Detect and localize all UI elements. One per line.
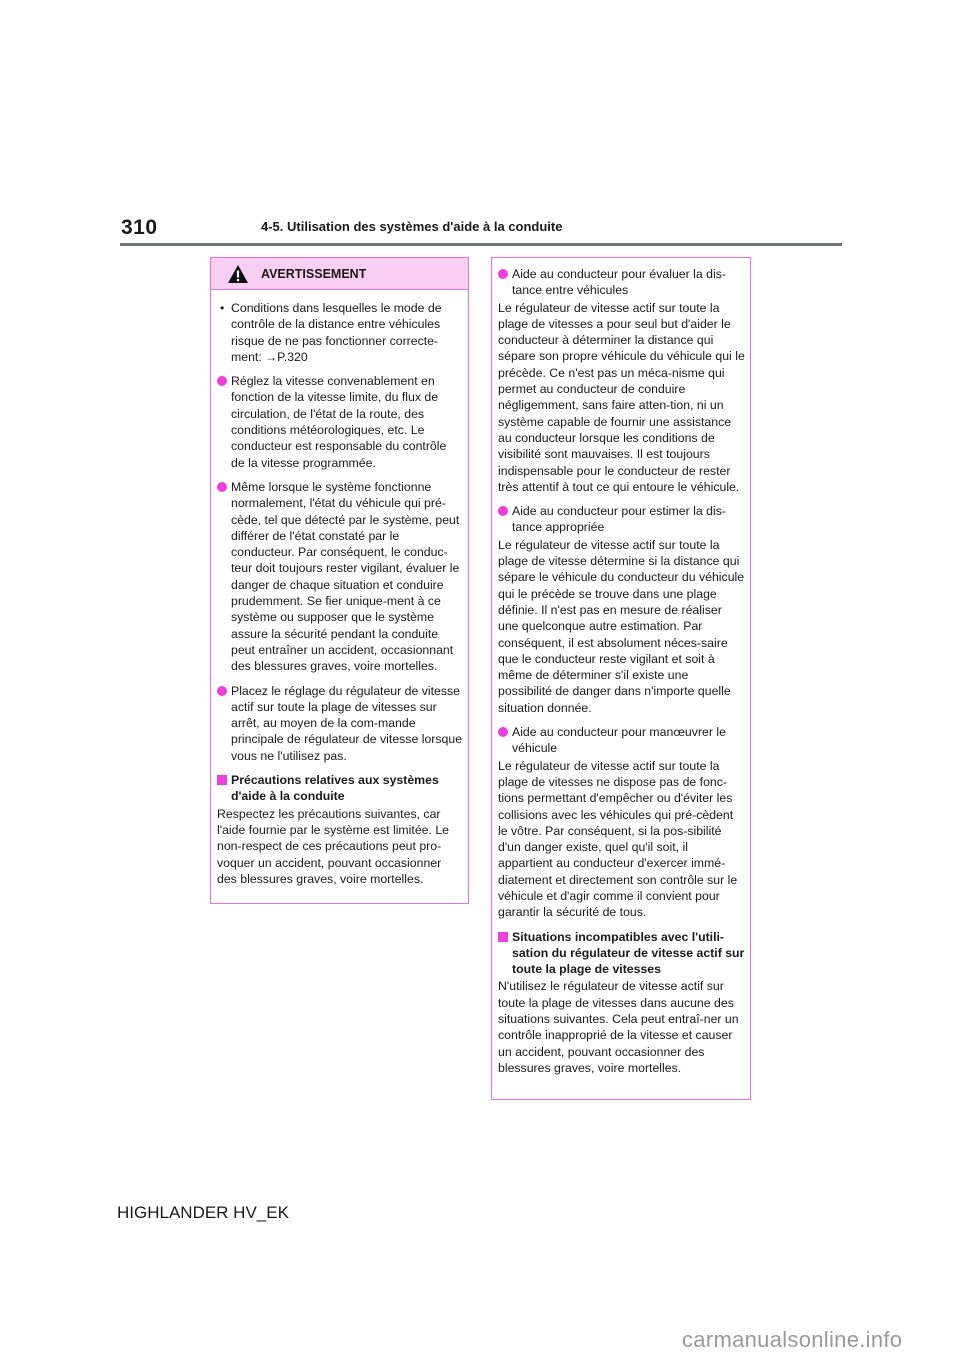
- dot-item: Aide au conducteur pour estimer la dis-tance appropriée: [498, 503, 745, 536]
- warning-header: [211, 258, 468, 290]
- warning-dot-item: Réglez la vitesse convenablement en fonction de la vitesse limite, du flux de circulation, de l'état de la route, des conditions météorologiques, etc. Le conducteur est responsable du contrôle de la vitesse programmée.: [217, 373, 463, 471]
- subsection-heading: Précautions relatives aux systèmes d'aide à la conduite: [217, 772, 463, 805]
- magenta-square-icon: [498, 932, 508, 942]
- arrow-right-icon: →: [265, 349, 278, 364]
- body-paragraph: N'utilisez le régulateur de vitesse actif sur toute la plage de vitesses dans aucune des situations suivantes. Cela peut entraî-ner un contrôle inapproprié de la vitesse et causer un accident, pouvant occasionner des blessures graves, voire mortelles.: [498, 979, 739, 1075]
- bullet-icon: •: [220, 301, 225, 315]
- subsection-heading: Situations incompatibles avec l'utili-sation du régulateur de vitesse actif sur toute la plage de vitesses: [498, 929, 745, 978]
- magenta-dot-icon: [498, 506, 508, 516]
- warning-triangle-icon: [227, 264, 249, 284]
- warning-dot-item: Placez le réglage du régulateur de vitesse actif sur toute la plage de vitesses sur arrêt, au moyen de la com-mande principale de régulateur de vitesse lorsque vous ne l'utilisez pas.: [217, 683, 463, 764]
- body-paragraph: Le régulateur de vitesse actif sur toute la plage de vitesse détermine si la distance qui sépare le véhicule du conducteur du véhicule qui le précède se trouve dans une plage définie. Il n'est pas en mesure de réaliser une quelconque autre estimation. Par conséquent, il est absolument néces-saire que le conducteur reste vigilant et soit à même de déterminer s'il existe une possibilité de danger dans n'importe quelle situation donnée.: [498, 537, 745, 715]
- magenta-dot-icon: [498, 727, 508, 737]
- page-number: 310: [121, 216, 158, 239]
- page-reference-link[interactable]: P.320: [277, 349, 308, 364]
- section-title: 4-5. Utilisation des systèmes d'aide à la conduite: [261, 219, 563, 234]
- warning-dot-item: Même lorsque le système fonctionne normalement, l'état du véhicule qui pré-cède, tel que détecté par le système, peut différer de l'état constaté par le conducteur. Par conséquent, le conduc-teur doit toujours rester vigilant, évaluer le danger de chaque situation et conduire prudemment. Se fier unique-ment à ce système ou supposer que le système assure la sécurité pendant la conduite peut entraîner un accident, occasionnant des blessures graves, voire mortelles.: [217, 479, 463, 675]
- magenta-dot-icon: [498, 269, 508, 279]
- watermark: carmanualsonline.info: [682, 1327, 903, 1352]
- body-paragraph: Le régulateur de vitesse actif sur toute la plage de vitesses a pour seul but d'aider le conducteur à déterminer la distance qui sépare son propre véhicule du véhicule qui le précède. Ce n'est pas un méca-nisme qui permet au conducteur de conduire négligemment, sans faire atten-tion, ni un système capable de fournir une assistance au conducteur lorsque les conditions de visibilité sont mauvaises. Il est toujours indispensable pour le conducteur de rester très attentif à tout ce qui entoure le véhicule.: [498, 300, 745, 494]
- body-paragraph: Respectez les précautions suivantes, car l'aide fournie par le système est limitée. Le non-respect de ces précautions peut pro-voquer un accident, pouvant occasionner des blessures graves, voire mortelles.: [217, 806, 450, 886]
- magenta-dot-icon: [217, 686, 227, 696]
- footer-model: HIGHLANDER HV_EK: [117, 1203, 289, 1222]
- warning-bullet-item: • Conditions dans lesquelles le mode de contrôle de la distance entre véhicules risque de ne pas fonctionner correcte-ment: →P.320: [220, 301, 442, 364]
- warning-title: AVERTISSEMENT: [261, 266, 367, 281]
- warning-continued-box: [491, 257, 751, 1100]
- warning-box: [210, 257, 469, 904]
- magenta-square-icon: [217, 775, 227, 785]
- header-divider: [120, 243, 842, 246]
- dot-item: Aide au conducteur pour manœuvrer le véhicule: [498, 724, 745, 757]
- body-paragraph: Le régulateur de vitesse actif sur toute la plage de vitesses ne dispose pas de fonc-tions permettant d'empêcher ou d'éviter les collisions avec les véhicules qui pré-cèdent le vôtre. Par conséquent, si la pos-sibilité d'un danger existe, quel qu'il soit, il appartient au conducteur d'exercer immé-diatement et directement son contrôle sur le véhicule et d'agir comme il convient pour garantir la sécurité de tous.: [498, 758, 738, 920]
- dot-item: Aide au conducteur pour évaluer la dis-tance entre véhicules: [498, 266, 745, 299]
- magenta-dot-icon: [217, 376, 227, 386]
- magenta-dot-icon: [217, 482, 227, 492]
